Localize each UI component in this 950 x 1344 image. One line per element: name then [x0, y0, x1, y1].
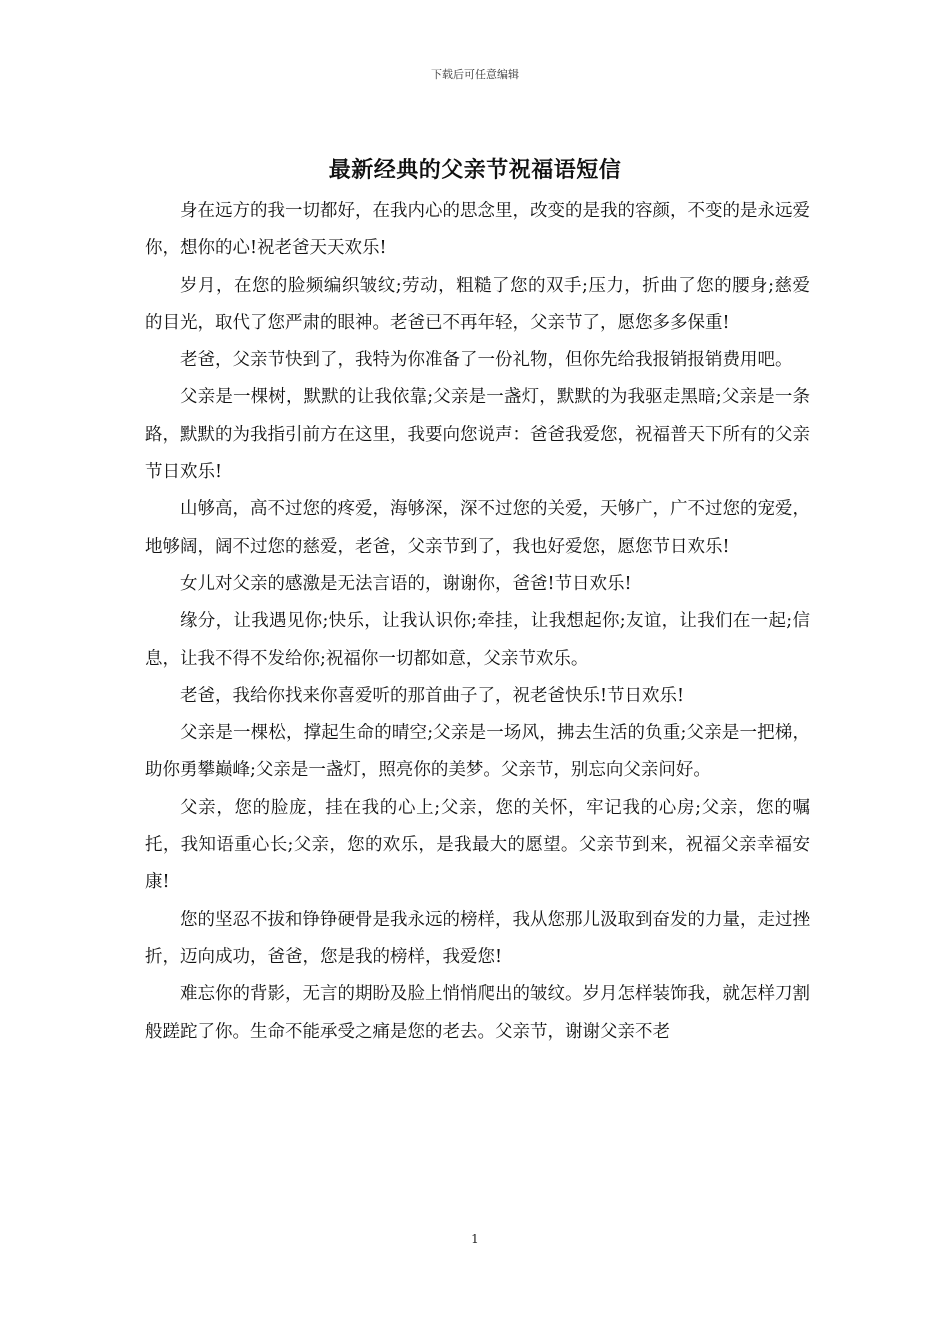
page-number: 1	[471, 1232, 479, 1246]
paragraph: 父亲是一棵松，撑起生命的晴空;父亲是一场风，拂去生活的负重;父亲是一把梯，助你勇攀巅峰;父亲是一盏灯，照亮你的美梦。父亲节，别忘向父亲问好。	[145, 723, 810, 781]
paragraph: 难忘你的背影，无言的期盼及脸上悄悄爬出的皱纹。岁月怎样装饰我，就怎样刀割般蹉跎了你。生命不能承受之痛是您的老去。父亲节，谢谢父亲不老	[145, 984, 810, 1042]
paragraph: 山够高，高不过您的疼爱，海够深，深不过您的关爱，天够广，广不过您的宠爱，地够阔，阔不过您的慈爱，老爸，父亲节到了，我也好爱您，愿您节日欢乐!	[145, 499, 810, 557]
paragraph: 女儿对父亲的感激是无法言语的，谢谢你，爸爸!节日欢乐!	[180, 573, 632, 594]
paragraph: 岁月，在您的脸频编织皱纹;劳动，粗糙了您的双手;压力，折曲了您的腰身;慈爱的目光，取代了您严肃的眼神。老爸已不再年轻，父亲节了，愿您多多保重!	[145, 275, 810, 333]
document-title: 最新经典的父亲节祝福语短信	[328, 157, 622, 183]
paragraph: 老爸，我给你找来你喜爱听的那首曲子了，祝老爸快乐!节日欢乐!	[180, 685, 685, 706]
paragraph: 您的坚忍不拔和铮铮硬骨是我永远的榜样，我从您那儿汲取到奋发的力量，走过挫折，迈向成功，爸爸，您是我的榜样，我爱您!	[145, 909, 810, 967]
document-body	[145, 193, 810, 1051]
paragraph: 缘分，让我遇见你;快乐，让我认识你;牵挂，让我想起你;友谊，让我们在一起;信息，让我不得不发给你;祝福你一切都如意，父亲节欢乐。	[145, 611, 810, 669]
header-note: 下载后可任意编辑	[431, 68, 519, 81]
paragraph: 父亲，您的脸庞，挂在我的心上;父亲，您的关怀，牢记我的心房;父亲，您的嘱托，我知语重心长;父亲，您的欢乐，是我最大的愿望。父亲节到来，祝福父亲幸福安康!	[145, 797, 810, 893]
paragraph: 老爸，父亲节快到了，我特为你准备了一份礼物，但你先给我报销报销费用吧。	[180, 350, 793, 371]
paragraph: 父亲是一棵树，默默的让我依靠;父亲是一盏灯，默默的为我驱走黑暗;父亲是一条路，默默的为我指引前方在这里，我要向您说声：爸爸我爱您，祝福普天下所有的父亲节日欢乐!	[145, 387, 810, 483]
paragraph: 身在远方的我一切都好，在我内心的思念里，改变的是我的容颜，不变的是永远爱你，想你的心!祝老爸天天欢乐!	[145, 201, 810, 259]
